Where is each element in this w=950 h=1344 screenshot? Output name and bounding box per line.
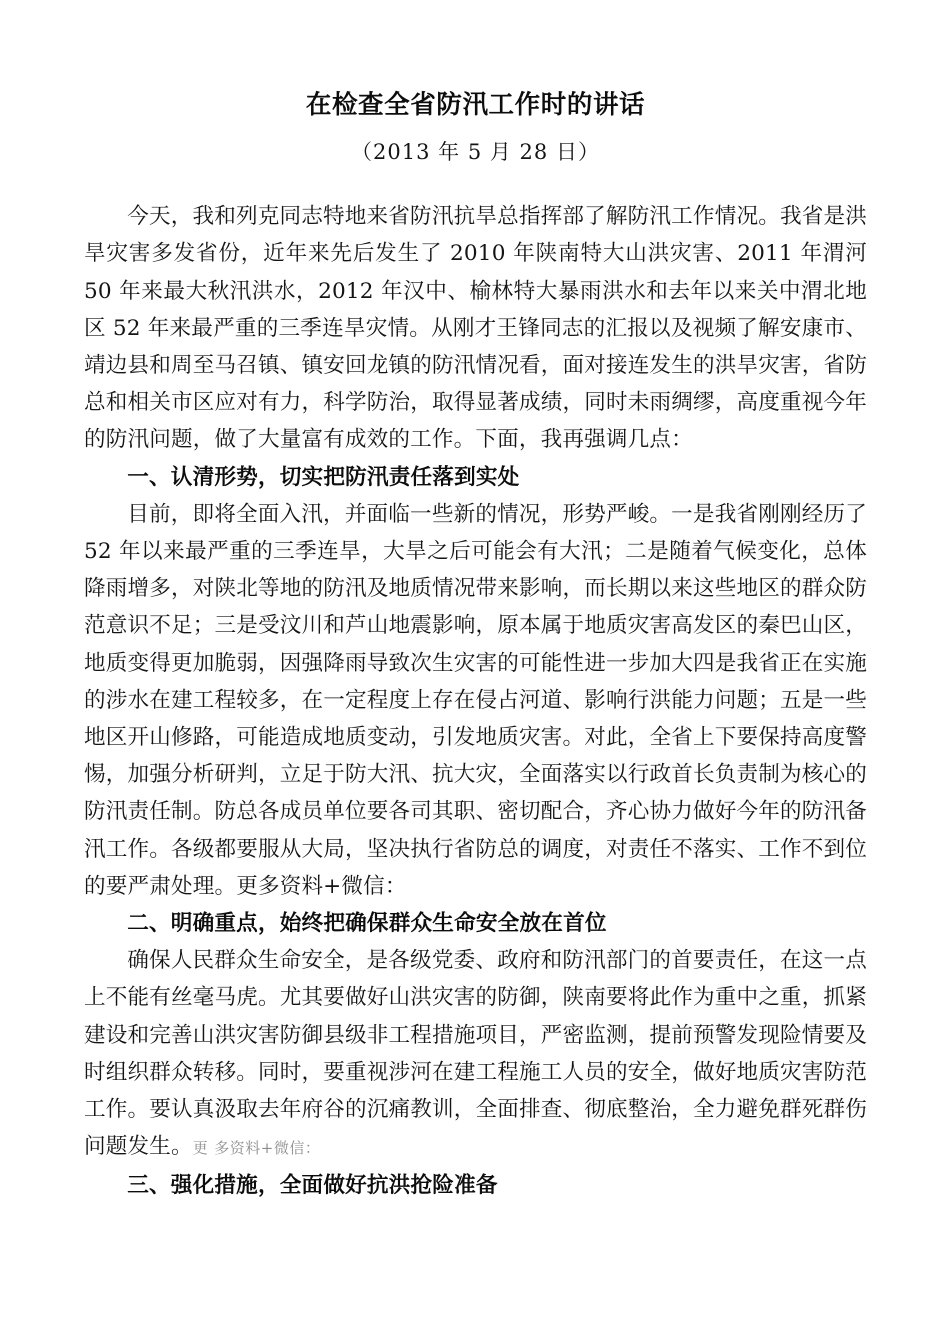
paragraph-section-2-body — [84, 942, 867, 1167]
document-date: （2013 年 5 月 28 日） — [351, 139, 600, 164]
heading-section-3: 三、强化措施，全面做好抗洪抢险准备 — [127, 1173, 498, 1199]
document-body — [84, 0, 867, 1205]
page-title: 在检查全省防汛工作时的讲话 — [305, 90, 646, 120]
watermark-trailing-second: 多资料+微信： — [214, 1139, 321, 1158]
watermark-trailing-first: 更 — [192, 1139, 209, 1158]
paragraph-section-2-text: 确保人民群众生命安全，是各级党委、政府和防汛部门的首要责任，在这一点上不能有丝毫马虎。尤其要做好山洪灾害的防御，陕南要将此作为重中之重，抓紧建设和完善山洪灾害防御县级非工程措施项目，严密监测，提前预警发现险情要及时组织群众转移。同时，要重视涉河在建工程施工人员的安全，做好地质灾害防范工作。要认真汲取去年府谷的沉痛教训，全面排查、彻底整治，全力避免群死群伤问题发生。 — [84, 948, 867, 1160]
watermark-trailing — [193, 1139, 321, 1157]
heading-section-2: 二、明确重点，始终把确保群众生命安全放在首位 — [127, 911, 607, 937]
heading-section-1: 一、认清形势，切实把防汛责任落到实处 — [127, 464, 520, 490]
paragraph-intro: 今天，我和列克同志特地来省防汛抗旱总指挥部了解防汛工作情况。我省是洪旱灾害多发省份，近年来先后发生了 2010 年陕南特大山洪灾害、2011 年渭河 50 年来最大秋汛洪水，2012 年汉中、榆林特大暴雨洪水和去年以来关中渭北地区 52 年来最严重的三季连旱灾情。从刚才王锋同志的汇报以及视频了解安康市、靖边县和周至马召镇、镇安回龙镇的防汛情况看，面对接连发生的洪旱灾害，省防总和相关市区应对有力，科学防治，取得显著成绩，同时未雨绸缪，高度重视今年的防汛问题，做了大量富有成效的工作。下面，我再强调几点： — [84, 204, 867, 453]
paragraph-section-1-body: 目前，即将全面入汛，并面临一些新的情况，形势严峻。一是我省刚刚经历了 52 年以来最严重的三季连旱，大旱之后可能会有大汛；二是随着气候变化，总体降雨增多，对陕北等地的防汛及地质情况带来影响，而长期以来这些地区的群众防范意识不足；三是受汶川和芦山地震影响，原本属于地质灾害高发区的秦巴山区，地质变得更加脆弱，因强降雨导致次生灾害的可能性进一步加大四是我省正在实施的涉水在建工程较多，在一定程度上存在侵占河道、影响行洪能力问题；五是一些地区开山修路，可能造成地质变动，引发地质灾害。对此，全省上下要保持高度警惕，加强分析研判，立足于防大汛、抗大灾，全面落实以行政首长负责制为核心的防汛责任制。防总各成员单位要各司其职、密切配合，齐心协力做好今年的防汛备汛工作。各级都要服从大局，坚决执行省防总的调度，对责任不落实、工作不到位的要严肃处理。更多资料+微信： — [84, 501, 867, 899]
